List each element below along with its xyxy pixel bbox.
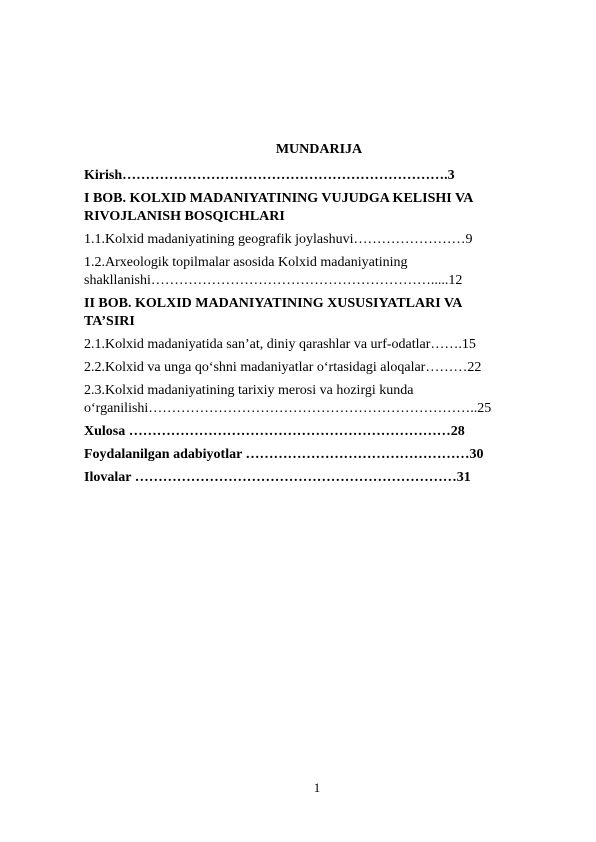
toc-entry-line: 2.2.Kolxid va unga qo‘shni madaniyatlar o‘rtasidagi aloqalar………22 [84,360,482,375]
toc-entry-1-2 [84,254,544,290]
toc-entry-line: Xulosa ……………………………………………………………28 [84,424,465,439]
table-of-contents [84,141,544,492]
toc-entry-line: 2.3.Kolxid madaniyatining tarixiy merosi va hozirgi kunda [84,383,414,398]
toc-chapter-2 [84,295,544,331]
toc-entry-line: 2.1.Kolxid madaniyatida san’at, diniy qarashlar va urf-odatlar…….15 [84,337,476,352]
toc-entry-line: shakllanishi…………………………………………………….....12 [84,273,463,288]
toc-entry-kirish [84,167,544,185]
toc-chapter-1 [84,190,544,226]
toc-title: MUNDARIJA [275,142,363,157]
toc-entry-line: TA’SIRI [84,314,135,329]
toc-entry-adabiyotlar [84,446,544,464]
toc-entry-2-2 [84,359,544,377]
toc-entry-line: Ilovalar ……………………………………………………………31 [84,470,471,485]
toc-entry-1-1 [84,231,544,249]
toc-entry-line: II BOB. KOLXID MADANIYATINING XUSUSIYATLARI VA [84,296,463,311]
toc-entry-2-3 [84,382,544,418]
toc-entry-line: RIVOJLANISH BOSQICHLARI [84,209,285,224]
toc-entry-ilovalar [84,469,544,487]
toc-entry-2-1 [84,336,544,354]
toc-entry-line: Kirish…………………………………………………………….3 [84,168,455,183]
toc-entry-line: 1.1.Kolxid madaniyatining geografik joylashuvi……………………9 [84,232,473,247]
toc-entry-xulosa [84,423,544,441]
toc-entry-line: Foydalanilgan adabiyotlar …………………………………………30 [84,447,484,462]
toc-entry-line: I BOB. KOLXID MADANIYATINING VUJUDGA KELISHI VA [84,191,474,206]
page-number: 1 [313,780,321,795]
toc-entry-line: o‘rganilishi……………………………………………………………..25 [84,401,492,416]
toc-entry-line: 1.2.Arxeologik topilmalar asosida Kolxid madaniyatining [84,255,408,270]
